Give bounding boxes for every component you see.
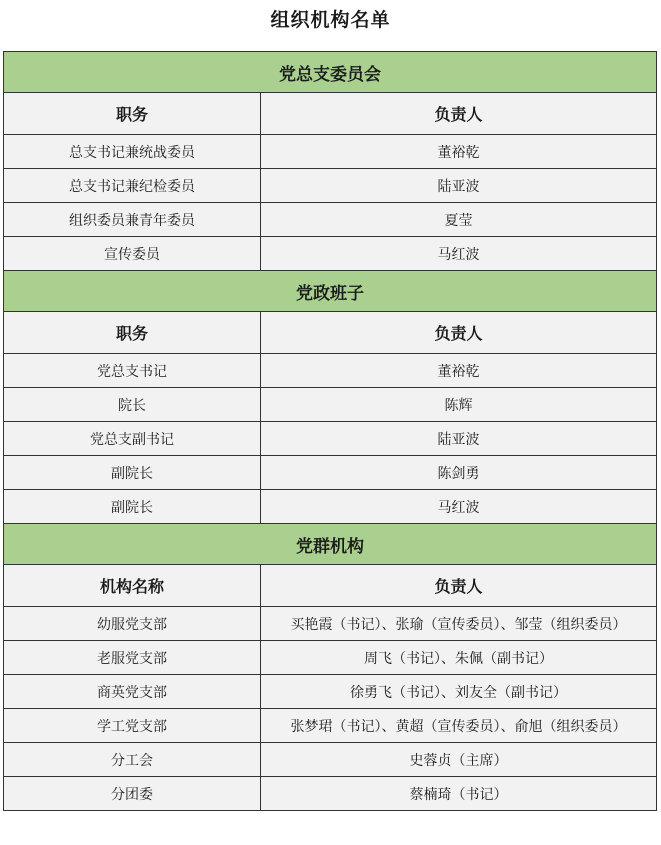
cell-position: 宣传委员 bbox=[4, 237, 261, 271]
table-row bbox=[4, 422, 657, 456]
page-title: 组织机构名单 bbox=[270, 9, 391, 31]
column-header-row bbox=[4, 312, 657, 354]
table-row bbox=[4, 675, 657, 709]
table-row bbox=[4, 777, 657, 811]
cell-organization: 幼服党支部 bbox=[4, 607, 261, 641]
table-row bbox=[4, 354, 657, 388]
cell-organization: 商英党支部 bbox=[4, 675, 261, 709]
column-header-person: 负责人 bbox=[261, 312, 657, 354]
section-title: 党政班子 bbox=[4, 271, 657, 312]
table-row bbox=[4, 607, 657, 641]
cell-position: 党总支书记 bbox=[4, 354, 261, 388]
column-header-person: 负责人 bbox=[261, 93, 657, 135]
cell-person: 马红波 bbox=[261, 490, 657, 524]
section-header bbox=[4, 52, 657, 93]
column-header-person: 负责人 bbox=[261, 565, 657, 607]
column-header-organization: 机构名称 bbox=[4, 565, 261, 607]
cell-organization: 老服党支部 bbox=[4, 641, 261, 675]
table-row bbox=[4, 237, 657, 271]
cell-person: 陈辉 bbox=[261, 388, 657, 422]
cell-position: 总支书记兼统战委员 bbox=[4, 135, 261, 169]
organization-table bbox=[3, 51, 657, 811]
cell-person: 蔡楠琦（书记） bbox=[261, 777, 657, 811]
table-row bbox=[4, 135, 657, 169]
cell-person: 徐勇飞（书记）、刘友全（副书记） bbox=[261, 675, 657, 709]
cell-position: 副院长 bbox=[4, 456, 261, 490]
cell-person: 陆亚波 bbox=[261, 422, 657, 456]
cell-person: 张梦珺（书记）、黄超（宣传委员）、俞旭（组织委员） bbox=[261, 709, 657, 743]
cell-position: 院长 bbox=[4, 388, 261, 422]
cell-organization: 学工党支部 bbox=[4, 709, 261, 743]
cell-person: 史蓉贞（主席） bbox=[261, 743, 657, 777]
column-header-position: 职务 bbox=[4, 93, 261, 135]
cell-person: 董裕乾 bbox=[261, 135, 657, 169]
cell-person: 周飞（书记）、朱佩（副书记） bbox=[261, 641, 657, 675]
cell-position: 总支书记兼纪检委员 bbox=[4, 169, 261, 203]
table-row bbox=[4, 641, 657, 675]
table-row bbox=[4, 456, 657, 490]
cell-position: 党总支副书记 bbox=[4, 422, 261, 456]
cell-person: 马红波 bbox=[261, 237, 657, 271]
cell-person: 陆亚波 bbox=[261, 169, 657, 203]
cell-position: 组织委员兼青年委员 bbox=[4, 203, 261, 237]
table-row bbox=[4, 490, 657, 524]
cell-person: 陈剑勇 bbox=[261, 456, 657, 490]
column-header-row bbox=[4, 93, 657, 135]
column-header-position: 职务 bbox=[4, 312, 261, 354]
section-title: 党群机构 bbox=[4, 524, 657, 565]
table-row bbox=[4, 709, 657, 743]
table-row bbox=[4, 169, 657, 203]
cell-person: 董裕乾 bbox=[261, 354, 657, 388]
section-header bbox=[4, 271, 657, 312]
cell-person: 买艳霞（书记）、张瑜（宣传委员）、邹莹（组织委员） bbox=[261, 607, 657, 641]
cell-position: 副院长 bbox=[4, 490, 261, 524]
cell-organization: 分团委 bbox=[4, 777, 261, 811]
section-title: 党总支委员会 bbox=[4, 52, 657, 93]
cell-organization: 分工会 bbox=[4, 743, 261, 777]
cell-person: 夏莹 bbox=[261, 203, 657, 237]
section-header bbox=[4, 524, 657, 565]
table-row bbox=[4, 388, 657, 422]
column-header-row bbox=[4, 565, 657, 607]
table-row bbox=[4, 743, 657, 777]
table-row bbox=[4, 203, 657, 237]
